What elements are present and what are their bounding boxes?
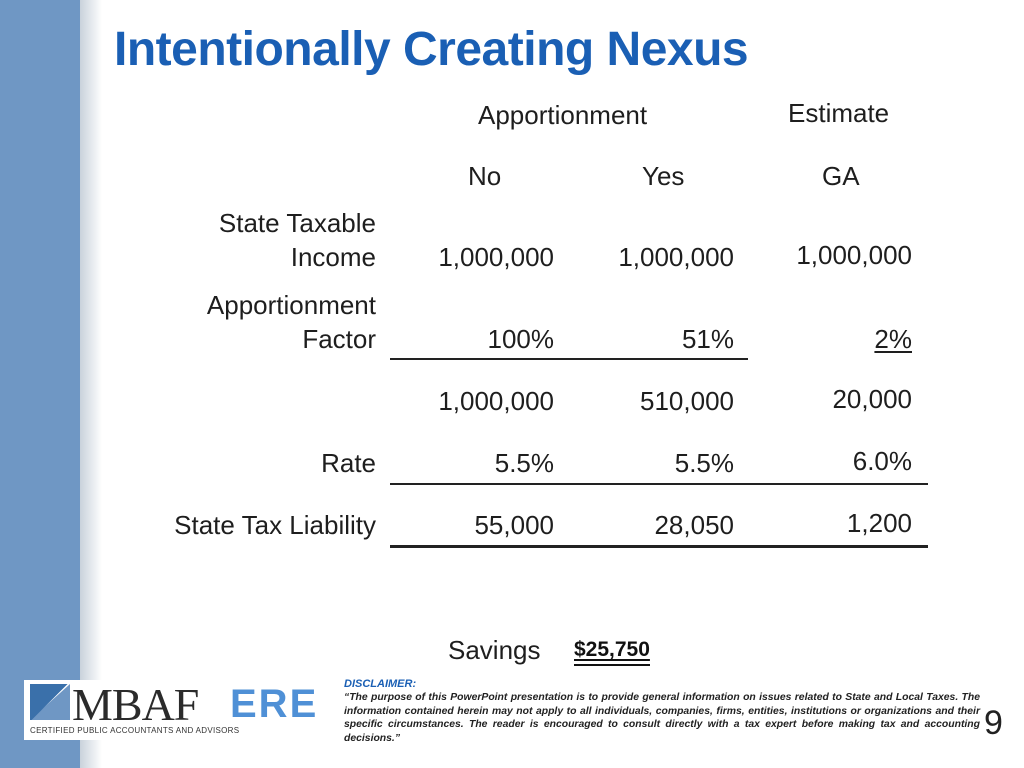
logo-mark-shade	[30, 684, 70, 720]
row-label-rate: Rate	[321, 448, 376, 478]
factor-ga: 2%	[874, 324, 912, 354]
logo-name: MBAF	[72, 679, 199, 730]
subtotal-ga: 20,000	[832, 384, 912, 414]
row-label-liability: State Tax Liability	[174, 510, 376, 540]
rule-rate	[390, 483, 928, 485]
subtotal-yes: 510,000	[640, 386, 734, 416]
sidebar-band	[0, 0, 80, 768]
subtotal-no: 1,000,000	[438, 386, 554, 416]
savings-label: Savings	[448, 635, 541, 665]
logo-tagline: CERTIFIED PUBLIC ACCOUNTANTS AND ADVISORS	[30, 726, 240, 735]
column-header-ga: GA	[822, 161, 860, 191]
column-header-no: No	[468, 161, 502, 191]
rule-factor	[390, 358, 748, 360]
row-label-factor-2: Factor	[302, 324, 376, 354]
row-label-factor-1: Apportionment	[206, 290, 376, 320]
logo-suffix: ERE	[230, 682, 319, 726]
factor-no: 100%	[487, 324, 554, 354]
row-label-taxable-2: Income	[290, 242, 376, 272]
taxable-no: 1,000,000	[438, 242, 554, 272]
savings-value: $25,750	[574, 638, 650, 666]
header-apportionment: Apportionment	[478, 100, 648, 130]
rule-liability	[390, 545, 928, 548]
taxable-yes: 1,000,000	[618, 242, 734, 272]
disclaimer-title: DISCLAIMER:	[344, 678, 417, 690]
rate-ga: 6.0%	[852, 446, 912, 476]
slide-title: Intentionally Creating Nexus	[114, 23, 749, 76]
row-label-taxable-1: State Taxable	[218, 208, 376, 238]
tax-table	[102, 86, 1002, 676]
rate-no: 5.5%	[494, 448, 554, 478]
disclaimer-text: “The purpose of this PowerPoint presentation is to provide general information on issues related to State and Local Taxes. The information contained herein may not apply to all individuals, companies, firms, entities, institutions or organizations and their specific circumstances. The reader is encouraged to consult directly with a tax expert before making tax and accounting decisions.”	[344, 692, 980, 744]
company-logo	[24, 680, 330, 740]
page-number: 9	[984, 704, 1003, 742]
liability-ga: 1,200	[846, 508, 912, 538]
header-estimate: Estimate	[788, 98, 890, 128]
column-header-yes: Yes	[642, 161, 685, 191]
liability-yes: 28,050	[654, 510, 734, 540]
liability-no: 55,000	[474, 510, 554, 540]
rate-yes: 5.5%	[674, 448, 734, 478]
sidebar-shadow	[80, 0, 102, 768]
factor-yes: 51%	[681, 324, 734, 354]
taxable-ga: 1,000,000	[796, 240, 912, 270]
